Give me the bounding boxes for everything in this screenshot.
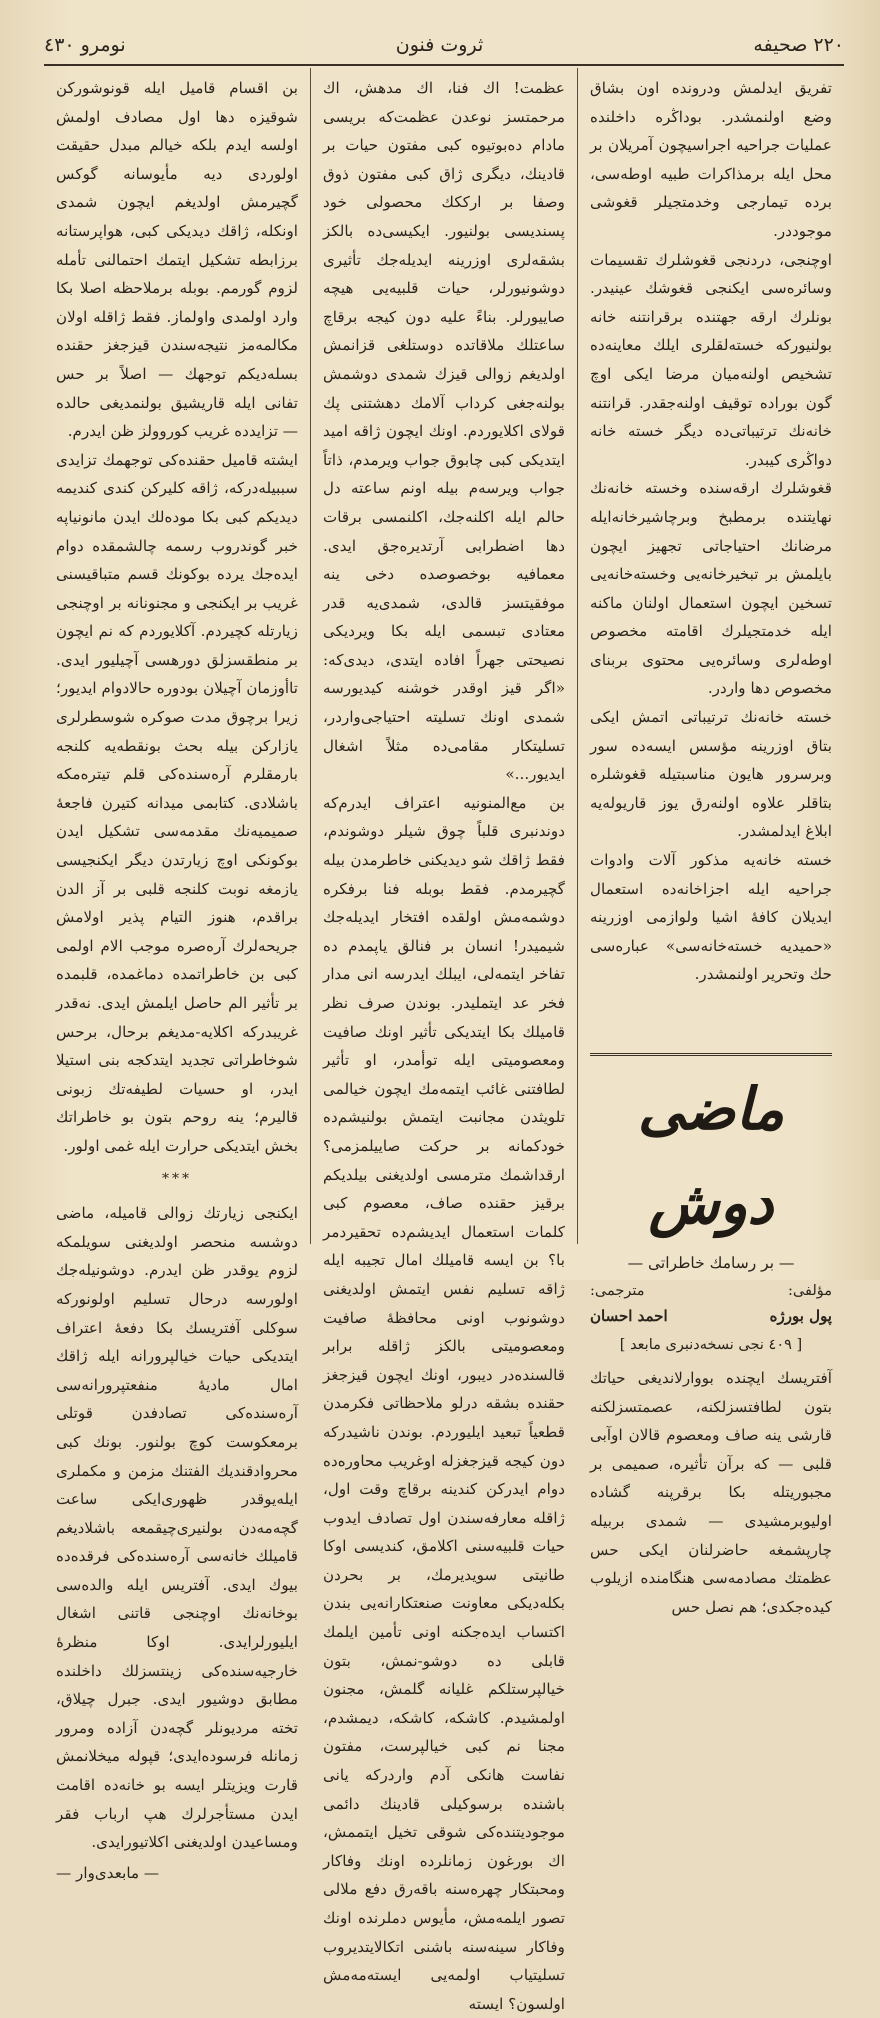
paragraph: ایکنجی زیارتك زوالی قامیله، ماضی دوشسه منحصر اولدیغنی سویلمکه لزوم یوقدر ظن ایدرم. دوشونیله‌جك اولورسه درحال تسلیم اولونورکه سوکلی آفتریسك بکا دفعهٔ اعتراف ایتدیکی حیات خیالپرورانه ایله ژاقك امال مادیهٔ منفعتپرورانه‌سی آره‌سنده‌کی تصادفدن قوتلی برمعکوست کوچ بولنور. بونك کبی محروادقندیك الفتنك مزمن و مکملری ایله‌یوقدر ظهوری‌ایکی ساعت گچه‌مه‌دن ‌بولنیری‌چیقمعه باشلادیغم قامیلك خانه‌سی آره‌سنده‌کی فرقده‌ده بیوك ایدی. آفتریس ایله والده‌سی بوخانه‌نك اوچنجی قاتنی اشغال ایلیورلرایدی. اوکا منظرهٔ خارجیه‌سنده‌کی زینتسزلك داخلنده مطابق دوشیور ایدی. جبرل چیلاق، تخته مردیونلر گچه‌دن آزاده ومرور زمانله فرسوده‌ایدی؛ قپوله میخلانمش قارت ویزیتلر ایسه بو خانه‌ده اقامت ایدن مستأجرلرك هپ ارباب فقر ومساعیدن اولدیغنی اکلاتیورایدی. <box>56 1204 298 1852</box>
paragraph: ایشته قامیل حقنده‌کی توجهمك تزایدی سببیله‌درکه، ژاقه کلیرکن کندی کندیمه دیدیکم کبی بکا موده‌لك ایدن مانونیاپه خبر گوندروب رسمه چالشمقده دوام ایده‌جك یرده بوکونك قسم متباقیسنی غریب بر ایکنجی و مجنونانه بر اوچنجی زیارتله کچیردم. آکلایوردم که نم ایچون بر منطقسزلق دورهسی آچیلیور ایدی. تاأوزمان آچیلان بودوره حالادوام ایدیور؛ زیرا برچوق مدت صوکره شوسطرلری یازارکن بیله بحث بونقطه‌یه کلنجه بارمقلرم آره‌سنده‌کی قلم تیتره‌مکه باشلادی. کتابمی میدانه کتیرن فاجعهٔ صمیمیه‌نك مقدمه‌سی تشکیل ایدن بوکونکی اوچ زیارتدن دیگر ایکنجیسی یازمغه نوبت کلنجه قلبی بر آز الدن براقدم، هنوز التیام پذیر اولامش جریحه‌لرك آره‌صره موجب الام اولمی کبی بن خاطراتمده دماغمده، قلبمده بر تأثیر الم حاصل ایلمش ایدی. نه‌قدر غریبدرکه اکلایه-مدیغم برحال، برحس شوخاطراتی تجدید ایتدکجه بنی استیلا ایدر، او حسیات لطیفه‌تك زبونی قالیرم؛ ینه روحم بتون بو خاطراتك بخش ایتدیکی حرارت ایله غمی اولور. <box>56 450 298 1155</box>
paragraph: اوچنجی، دردنجی قغوشلرك تقسیمات وسائره‌سی ایکنجی قغوشك عینیدر. بونلرك ارقه جهتنده برقرانتنه خانه بولنیورکه خسته‌لقلری ایلك معاینه‌ده تشخیص اولنه‌میان مرضا ایکی اوچ گون بوراده توقیف اولنه‌جقدر. قرانتنه خانه‌نك ترتیباتی‌ده دیگر خسته خانه دواڭری کیبدر. <box>590 250 832 469</box>
edition-note: [ ٤٠٩ نجی نسخه‌دنبری مابعد ] <box>619 1337 803 1353</box>
text-columns <box>44 68 844 2013</box>
paragraph: عظمت! اك فنا، اك مدهش، اك مرحمتسز نوعدن عظمت‌که بریسی مادام ده‌بوتیوه کبی مفتون حیات بر قادینك، دیگری ژاق کبی مفتون ذوق وصفا بر ارککك محصولی خود پسندیسی بولنیور. ایکیسی‌ده بالکز بشقه‌لری اوزرینه ایدیله‌جك تأثیری دوشونیورلر، حیات قلبیه‌یی هیچه صاییورلر. بناءً علیه دون کیجه برقاچ ساعتلك ملاقاتده دوستلغی قزانمش اولدیغم زوالی قیزك شمدی دوشمش بولنه‌جغی کرداب آلامك دهشتنی پك قولای اکلایوردم. اونك ایچون ژاقه امید ایتدیکی کبی چابوق جواب ویرمدم، ذاتاً جواب ویرسه‌م بیله اونم ساعته دل حالم ایله اکلنه‌جك، اکلنمسی برقات دها اضطرابی آرتدیره‌جق ایدی. معمافیه بوخصوصده دخی ینه موفقیتسز قالدی، شمدی‌یه قدر معتادی تبسمی ایله بکا ویردیکی نصیحتی جهراً افاده ایتدی، دیدی‌که: «اگر قیز اوقدر خوشنه کیدیورسه شمدی اونك تسلیته احتیاجی‌واردر، تسلیتکار مقامی‌ده مثلاً اشغال ایدیور...» <box>323 79 565 784</box>
paragraph: خسته خانه‌یه مذکور آلات وادوات جراحیه ایله اجزاخانه‌ده استعمال ایدیلان کافهٔ اشیا ولوازمی اوزرینه «حمیدیه خسته‌خانه‌سی» عباره‌سی حك وتحریر اولنمشدر. <box>590 851 832 984</box>
translator-name: احمد احسان <box>590 1307 668 1325</box>
paragraph: بن مع‌المنونیه اعتراف ایدرم‌که دوندنبری قلباً چوق شیلر دوشوندم، فقط ژاقك شو دیدیکنی خاطرمدن بیله گچیرمدم. فقط بوبله فنا برفکره دوشمه‌مش اولقده افتخار ایدیله‌جك شیمیدر! انسان بر فنالق یاپمدم ده تفاخر ایتمه‌لی، ایبلك ایدرسه انی مدار فخر عد ایتملیدر. بوندن صرف نظر قامیلك بکا ایتدیکی تأثیر اونك صافیت ومعصومیتی ایله توأمدر، او تأثیر لطافتنی غائب ایتمه‌مك ایچون خیالمی تلویثدن مجانبت ایتمش بولنیشم‌ده خودکمانه بر حرکت صاییلمزمی؟ ارقداشمك مترمسی اولدیغنی بیلدیکم برقیز حقنده صاف، معصوم کبی کلمات استعمال ایدیشم‌ده تحقیردمر با؟ بن ایسه قامیلك امال تجیبه ایله ژاقه تسلیم نفس ایتمش اولدیغنی دوشونوب اونی محافظهٔ صافیت ومعصومیتی بالکز ژاقله برابر قالسنده‌در دیبور، اونك ایچون قیزجغز حقنده بشقه درلو ملاحظاتی فکرمدن قطعیاً تبعید ایلیوردم. بوندن ناشیدرکه دون کیجه قیزجغزله اوغریب محاوره‌ده دوام ایدرکن کندینه برقاچ وقت اول، ژاقله معارفه‌سندن اول تصادف ایدوب حیات قلبیه‌سنی اکلامق، کندیسی اوکا طانیتی سویدیرمك، بر بحردن بکله‌دیکی معاونت صنعتکارانه‌یی بندن اکتساب ایده‌جکنه اونی تأمین ایلمك قابلی ده دوشو-نمش، بتون خیالپرستلکم غلیانه گلمش، مجنون اولمشیدم. کاشکه، کاشکه، دیمشدم، مجنا نم کبی خیالپرست، مفتون نفاست هانکی آدم واردرکه یانی باشنده برسوکیلی قادینك دائمی موجودیتنده‌کی شوقی تخیل ایتممش، اك بورغون زمانلرده اونك وفاکار ومحبتکار چهره‌سنه باقه‌رق دفع ملالی تصور ایلمه‌مش، مأیوس دملرنده اونك وفاکار سینه‌سنه باشنی اتکالایتدیروب تسلیتیاب اولمه‌یی ایسته‌مه‌مش اولسون؟ ایسته <box>323 793 565 2013</box>
author-label: مؤلفی: <box>788 1283 832 1299</box>
header-divider <box>44 64 844 66</box>
column-right <box>578 68 844 1616</box>
credits-labels <box>590 1280 832 1302</box>
paragraph: تفریق ایدلمش ودرونده اون بشاق وضع اولنمشدر. بوداڭره داخلنده عملیات جراحیه اجراسیچون آمریلان بر محل ایله برمذاکرات طبیه اوطه‌سی، برده تیمارجی وخدمتجیلر قغوشی موجوددر. <box>590 79 832 240</box>
continued-note: — مابعدی‌وار — <box>56 1863 160 1882</box>
section-separator: *** <box>162 1170 192 1187</box>
credits-names <box>590 1304 832 1328</box>
column-middle <box>311 68 578 2013</box>
page-number: ۲۲۰ صحیفه <box>753 34 844 56</box>
serial-subtitle: — بر رسامك خاطراتی — <box>627 1254 795 1272</box>
issue-number: نومرو ٤٣٠ <box>44 34 126 56</box>
paragraph: خسته خانه‌نك ترتیباتی اتمش ایکی بتاق اوزرینه مؤسس ایسه‌ده سور وبرسرور هایون مناسبتیله قغوشلره بتاقلر علاوه اولنه‌رق یوز قاریوله‌یه ابلاغ ایدلمشدر. <box>590 708 832 841</box>
paragraph: بن اقسام قامیل ایله قونوشورکن شوقیزه دها اول مصادف اولمش اولسه ایدم بلکه خیالم مبدل حقیقت اولوردی دیه مأیوسانه گوکس گچیرمش اولدیغم ایچون شمدی اونکله، ژاقك دیدیکی کبی، هواپرستانه برزابطه تشکیل ایتمك احتمالنی تأمله لزوم گورمم. بوبله برملاحظه اصلا بکا وارد اولمدی واولماز. فقط ژاقله اولان مکالمه‌مز نتیجه‌سندن قیزجغز حقنده بسله‌دیکم توجهك — اصلاً بر حس تفانی ایله قاریشیق بولنمدیغی حالده — تزاید‌ده غریب کوروولز ظن ایدرم. <box>56 79 298 441</box>
paragraph: آفتریسك ایچنده بووارلاندیغی حیاتك بتون لطافتسزلکنه، عصمتسزلکنه قارشی ینه صاف ومعصوم قالان اوآبی قلبی — که برآن تأثیره، صمیمی بر مجبوریتله بکا برقرپنه گشاده اولیوبرمشیدی — شمدی بربیله چارپشمغه حاضرلنان ایکی حس عظمتك مصادمه‌سی هنگامنده ازیلوب کیده‌جکدی؛ هم نصل حس <box>590 1369 832 1616</box>
serial-title: ماضی دوش <box>637 1075 785 1237</box>
serial-title-block <box>590 1053 832 1358</box>
page-header <box>44 28 844 62</box>
paragraph: قغوشلرك ارقه‌سنده وخسته خانه‌نك نهایتنده برمطبخ وبرچاشیرخانه‌ایله مرضانك احتیاجاتی تجهیز ایچون بایلمش بر تبخیرخانه‌یی وخسته‌خانه‌یی تسخین ایچون استعمال اولنان ماکنه ایله خدمتجیلرك اقامته مخصوص اوطه‌لری وسائره‌یی محتوی بربنای مخصوص دها واردر. <box>590 479 832 698</box>
column-left <box>44 68 311 1882</box>
author-name: پول بورژه <box>769 1307 832 1325</box>
journal-title: ثروت فنون <box>395 34 484 56</box>
translator-label: مترجمی: <box>590 1283 645 1299</box>
